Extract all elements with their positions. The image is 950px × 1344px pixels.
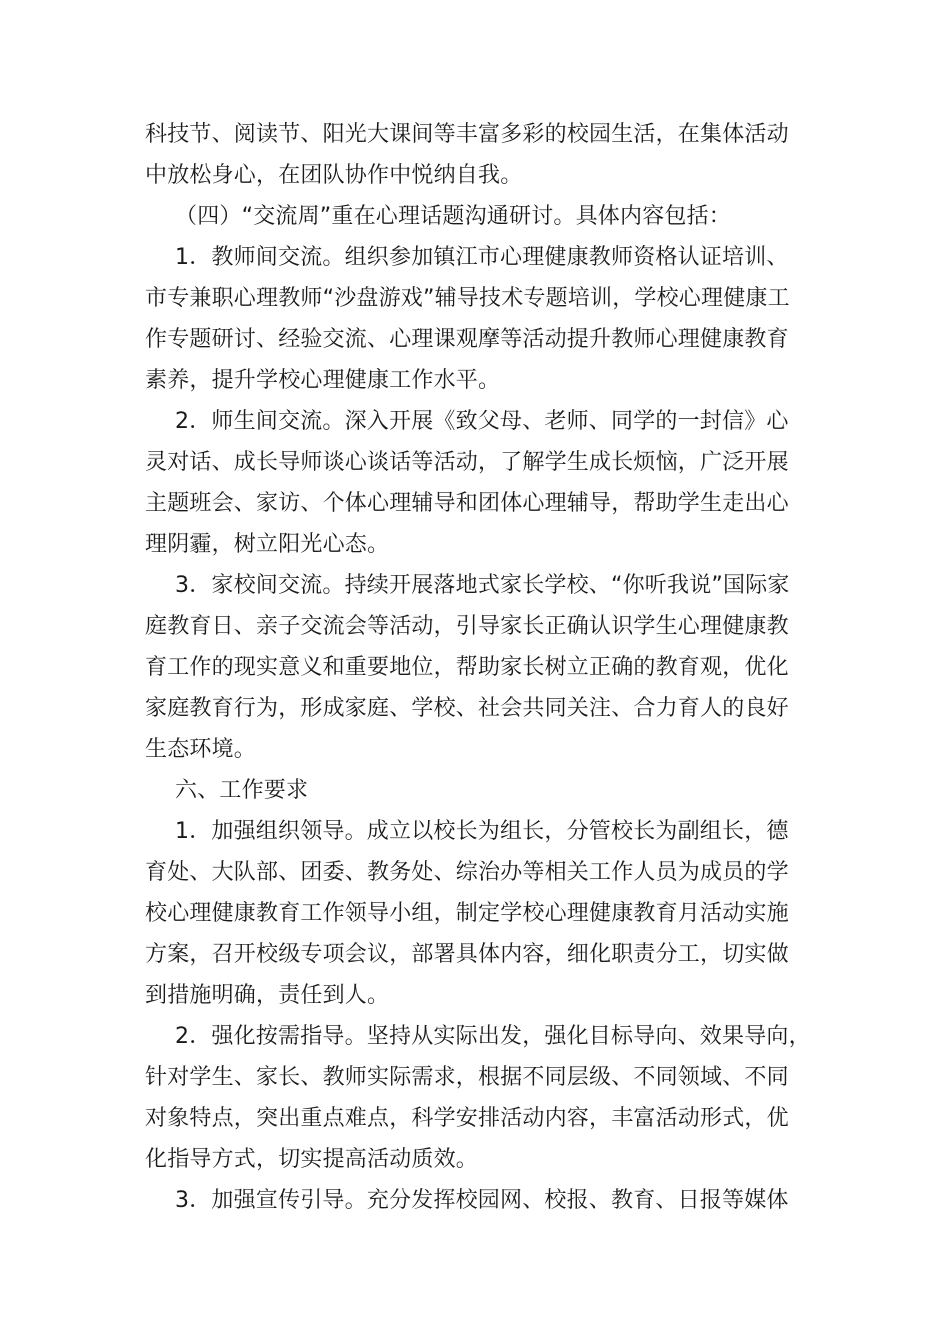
- text-line: 化指导方式，切实提高活动质效。: [145, 1147, 479, 1172]
- document-body: [145, 114, 810, 1221]
- text-line: 育工作的现实意义和重要地位，帮助家长树立正确的教育观，优化: [145, 655, 789, 680]
- text-line: 1．教师间交流。组织参加镇江市心理健康教师资格认证培训、: [175, 245, 789, 270]
- text-line: 到措施明确，责任到人。: [145, 983, 390, 1008]
- text-line: 对象特点，突出重点难点，科学安排活动内容，丰富活动形式，优: [145, 1106, 789, 1131]
- text-line: 方案，召开校级专项会议，部署具体内容，细化职责分工，切实做: [145, 942, 789, 967]
- text-line: 校心理健康教育工作领导小组，制定学校心理健康教育月活动实施: [145, 901, 789, 926]
- text-line: 市专兼职心理教师“沙盘游戏”辅导技术专题培训，学校心理健康工: [145, 286, 790, 311]
- text-line: 理阴霾，树立阳光心态。: [145, 532, 390, 557]
- text-line: 素养，提升学校心理健康工作水平。: [145, 368, 501, 393]
- text-line: 主题班会、家访、个体心理辅导和团体心理辅导，帮助学生走出心: [145, 491, 789, 516]
- text-line: 2．师生间交流。深入开展《致父母、老师、同学的一封信》心: [175, 409, 789, 434]
- text-line: 中放松身心，在团队协作中悦纳自我。: [145, 163, 523, 188]
- text-line: 生态环境。: [145, 737, 257, 762]
- text-line: 作专题研讨、经验交流、心理课观摩等活动提升教师心理健康教育: [145, 327, 789, 352]
- text-line: 3．加强宣传引导。充分发挥校园网、校报、教育、日报等媒体: [175, 1188, 789, 1213]
- text-line: 1．加强组织领导。成立以校长为组长，分管校长为副组长，德: [175, 819, 789, 844]
- text-line: 3．家校间交流。持续开展落地式家长学校、“你听我说”国际家: [175, 573, 790, 598]
- text-line: 科技节、阅读节、阳光大课间等丰富多彩的校园生活，在集体活动: [145, 122, 789, 147]
- text-line: 育处、大队部、团委、教务处、综治办等相关工作人员为成员的学: [145, 860, 789, 885]
- text-line: 家庭教育行为，形成家庭、学校、社会共同关注、合力育人的良好: [145, 696, 789, 721]
- section-heading: 六、工作要求: [175, 778, 309, 803]
- text-line: 庭教育日、亲子交流会等活动，引导家长正确认识学生心理健康教: [145, 614, 789, 639]
- text-line: 针对学生、家长、教师实际需求，根据不同层级、不同领域、不同: [145, 1065, 789, 1090]
- text-line: 2．强化按需指导。坚持从实际出发，强化目标导向、效果导向，: [175, 1024, 811, 1049]
- text-line: 灵对话、成长导师谈心谈话等活动，了解学生成长烦恼，广泛开展: [145, 450, 789, 475]
- section-heading: （四）“交流周”重在心理话题沟通研讨。具体内容包括：: [175, 204, 731, 229]
